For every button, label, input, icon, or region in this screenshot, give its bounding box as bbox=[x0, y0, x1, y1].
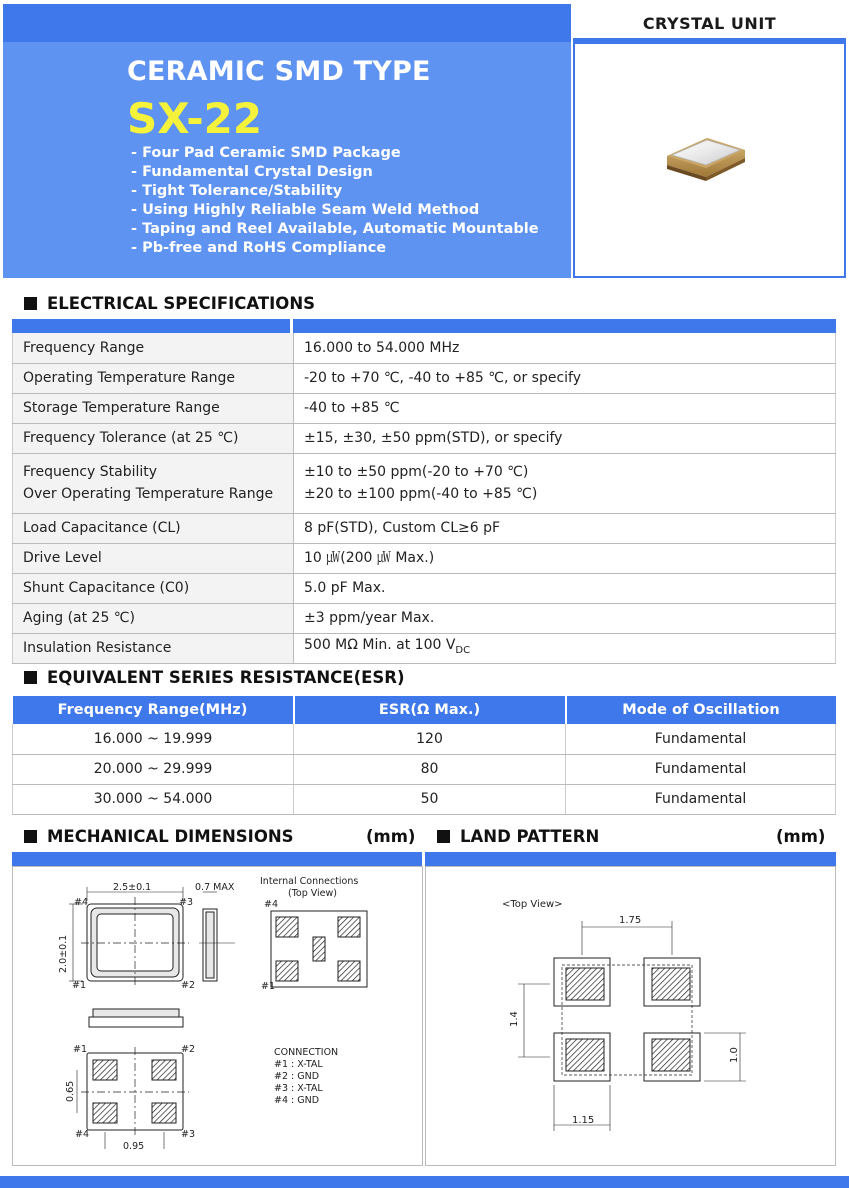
mechanical-drawing bbox=[13, 867, 422, 1165]
mechanical-heading bbox=[24, 827, 294, 846]
spec-value: -40 to +85 ℃ bbox=[294, 393, 836, 423]
esr-heading-text: EQUIVALENT SERIES RESISTANCE(ESR) bbox=[47, 668, 405, 687]
header-bar bbox=[3, 4, 571, 42]
square-bullet-icon bbox=[24, 830, 37, 843]
product-subtitle: CERAMIC SMD TYPE bbox=[127, 56, 431, 87]
square-bullet-icon bbox=[24, 297, 37, 310]
spec-value-line: ±10 to ±50 ppm(-20 to +70 ℃) bbox=[304, 464, 529, 480]
spec-value: ±3 ppm/year Max. bbox=[294, 603, 836, 633]
land-header-bar bbox=[425, 852, 836, 866]
spec-value: 5.0 pF Max. bbox=[294, 573, 836, 603]
feature-item: - Tight Tolerance/Stability bbox=[131, 183, 343, 199]
electrical-heading bbox=[24, 294, 315, 313]
dim-pitch-x-label: 0.95 bbox=[123, 1141, 145, 1152]
spec-value-text: 500 MΩ Min. at 100 V bbox=[304, 637, 456, 654]
connection-item: #2 : GND bbox=[274, 1071, 320, 1082]
table-row bbox=[13, 423, 836, 453]
spec-key: Operating Temperature Range bbox=[13, 363, 294, 393]
feature-list bbox=[131, 144, 539, 258]
table-cell: 50 bbox=[294, 784, 566, 814]
spec-key: Aging (at 25 ℃) bbox=[13, 603, 294, 633]
spec-value bbox=[294, 453, 836, 513]
front-view bbox=[89, 1009, 183, 1027]
pin-label: #3 bbox=[181, 1129, 196, 1140]
pin-label: #1 bbox=[72, 980, 87, 991]
connection-item: #4 : GND bbox=[274, 1095, 320, 1106]
table-cell: 120 bbox=[294, 724, 566, 754]
spec-value-line: ±20 to ±100 ppm(-40 to +85 ℃) bbox=[304, 486, 538, 502]
spec-key: Drive Level bbox=[13, 543, 294, 573]
connection-item: #1 : X-TAL bbox=[274, 1059, 323, 1070]
dim-pad-w-label: 1.15 bbox=[572, 1115, 595, 1126]
pin-label: #1 bbox=[73, 1044, 88, 1055]
land-pattern-drawing bbox=[426, 867, 835, 1165]
mechanical-header-bar bbox=[12, 852, 422, 866]
feature-item: - Using Highly Reliable Seam Weld Method bbox=[131, 202, 480, 218]
feature-item: - Pb-free and RoHS Compliance bbox=[131, 240, 387, 256]
land-pads bbox=[518, 921, 746, 1131]
spec-value: -20 to +70 ℃, -40 to +85 ℃, or specify bbox=[294, 363, 836, 393]
connection-title: CONNECTION bbox=[274, 1047, 339, 1058]
square-bullet-icon bbox=[437, 830, 450, 843]
column-header: ESR(Ω Max.) bbox=[294, 696, 566, 724]
side-view bbox=[199, 892, 235, 981]
spec-header-bar bbox=[293, 319, 836, 333]
spec-key-line: Over Operating Temperature Range bbox=[23, 486, 274, 502]
product-image-panel bbox=[573, 4, 846, 278]
spec-value bbox=[294, 633, 836, 663]
view-label: <Top View> bbox=[502, 899, 563, 910]
pin-label: #2 bbox=[181, 980, 196, 991]
model-name: SX-22 bbox=[127, 94, 263, 143]
pin-label: #4 bbox=[74, 897, 89, 908]
table-row bbox=[13, 754, 836, 784]
crystal-package-image bbox=[575, 44, 844, 276]
esr-table bbox=[12, 696, 836, 815]
spec-value: ±15, ±30, ±50 ppm(STD), or specify bbox=[294, 423, 836, 453]
dim-height-label: 2.0±0.1 bbox=[58, 934, 69, 973]
spec-key: Load Capacitance (CL) bbox=[13, 513, 294, 543]
internal-title: Internal Connections bbox=[260, 876, 359, 887]
table-row bbox=[13, 333, 836, 363]
table-cell: Fundamental bbox=[566, 754, 836, 784]
spec-key: Insulation Resistance bbox=[13, 633, 294, 663]
dim-width-label: 2.5±0.1 bbox=[113, 882, 152, 893]
column-header: Frequency Range(MHz) bbox=[13, 696, 294, 724]
feature-item: - Taping and Reel Available, Automatic Mountable bbox=[131, 221, 539, 237]
land-units: (mm) bbox=[776, 827, 826, 846]
footer-bar bbox=[0, 1176, 849, 1188]
table-row bbox=[13, 573, 836, 603]
table-cell: 16.000 ~ 19.999 bbox=[13, 724, 294, 754]
internal-view bbox=[271, 911, 367, 987]
internal-subtitle: (Top View) bbox=[288, 888, 338, 899]
table-cell: Fundamental bbox=[566, 784, 836, 814]
table-cell: 80 bbox=[294, 754, 566, 784]
pin-label: #4 bbox=[75, 1129, 90, 1140]
land-heading-text: LAND PATTERN bbox=[460, 827, 600, 846]
feature-item: - Four Pad Ceramic SMD Package bbox=[131, 145, 401, 161]
table-row bbox=[13, 513, 836, 543]
spec-key-line: Frequency Stability bbox=[23, 464, 158, 480]
spec-value: 8 pF(STD), Custom CL≥6 pF bbox=[294, 513, 836, 543]
table-row bbox=[13, 603, 836, 633]
table-row bbox=[13, 393, 836, 423]
esr-heading bbox=[24, 668, 405, 687]
table-row bbox=[13, 363, 836, 393]
mechanical-heading-text: MECHANICAL DIMENSIONS bbox=[47, 827, 294, 846]
land-pattern-panel bbox=[425, 866, 836, 1166]
pin-label: #2 bbox=[181, 1044, 196, 1055]
spec-key: Frequency Range bbox=[13, 333, 294, 363]
pin-label: #3 bbox=[179, 897, 194, 908]
table-row bbox=[13, 453, 836, 513]
table-cell: 20.000 ~ 29.999 bbox=[13, 754, 294, 784]
spec-key: Storage Temperature Range bbox=[13, 393, 294, 423]
dim-pitch-y-label: 0.65 bbox=[65, 1080, 76, 1102]
electrical-spec-table bbox=[12, 333, 836, 664]
table-cell: Fundamental bbox=[566, 724, 836, 754]
dim-pitch-x-label: 1.75 bbox=[619, 915, 642, 926]
mechanical-units: (mm) bbox=[366, 827, 416, 846]
spec-key: Shunt Capacitance (C0) bbox=[13, 573, 294, 603]
land-heading bbox=[437, 827, 599, 846]
header-banner bbox=[0, 0, 849, 278]
pin-label: #4 bbox=[264, 899, 279, 910]
table-row bbox=[13, 724, 836, 754]
dim-pad-h-label: 1.0 bbox=[729, 1047, 740, 1063]
spec-value: 16.000 to 54.000 MHz bbox=[294, 333, 836, 363]
category-label: CRYSTAL UNIT bbox=[573, 4, 846, 42]
dim-thickness-label: 0.7 MAX bbox=[195, 882, 235, 893]
column-header: Mode of Oscillation bbox=[566, 696, 836, 724]
spec-value: 10 ㎼(200 ㎼ Max.) bbox=[294, 543, 836, 573]
table-row bbox=[13, 784, 836, 814]
header-panel bbox=[3, 4, 571, 278]
product-photo bbox=[575, 44, 844, 276]
table-row bbox=[13, 543, 836, 573]
spec-header-bar bbox=[12, 319, 290, 333]
electrical-heading-text: ELECTRICAL SPECIFICATIONS bbox=[47, 294, 316, 313]
spec-key: Frequency Tolerance (at 25 ℃) bbox=[13, 423, 294, 453]
spec-key bbox=[13, 453, 294, 513]
pin-label: #1 bbox=[261, 981, 276, 992]
square-bullet-icon bbox=[24, 671, 37, 684]
bottom-view bbox=[77, 1047, 189, 1149]
feature-item: - Fundamental Crystal Design bbox=[131, 164, 373, 180]
dim-pitch-y-label: 1.4 bbox=[509, 1011, 520, 1027]
mechanical-drawing-panel bbox=[12, 866, 423, 1166]
table-header-row bbox=[13, 696, 836, 724]
connection-item: #3 : X-TAL bbox=[274, 1083, 323, 1094]
table-cell: 30.000 ~ 54.000 bbox=[13, 784, 294, 814]
spec-value-subscript: DC bbox=[455, 644, 471, 656]
table-row bbox=[13, 633, 836, 663]
